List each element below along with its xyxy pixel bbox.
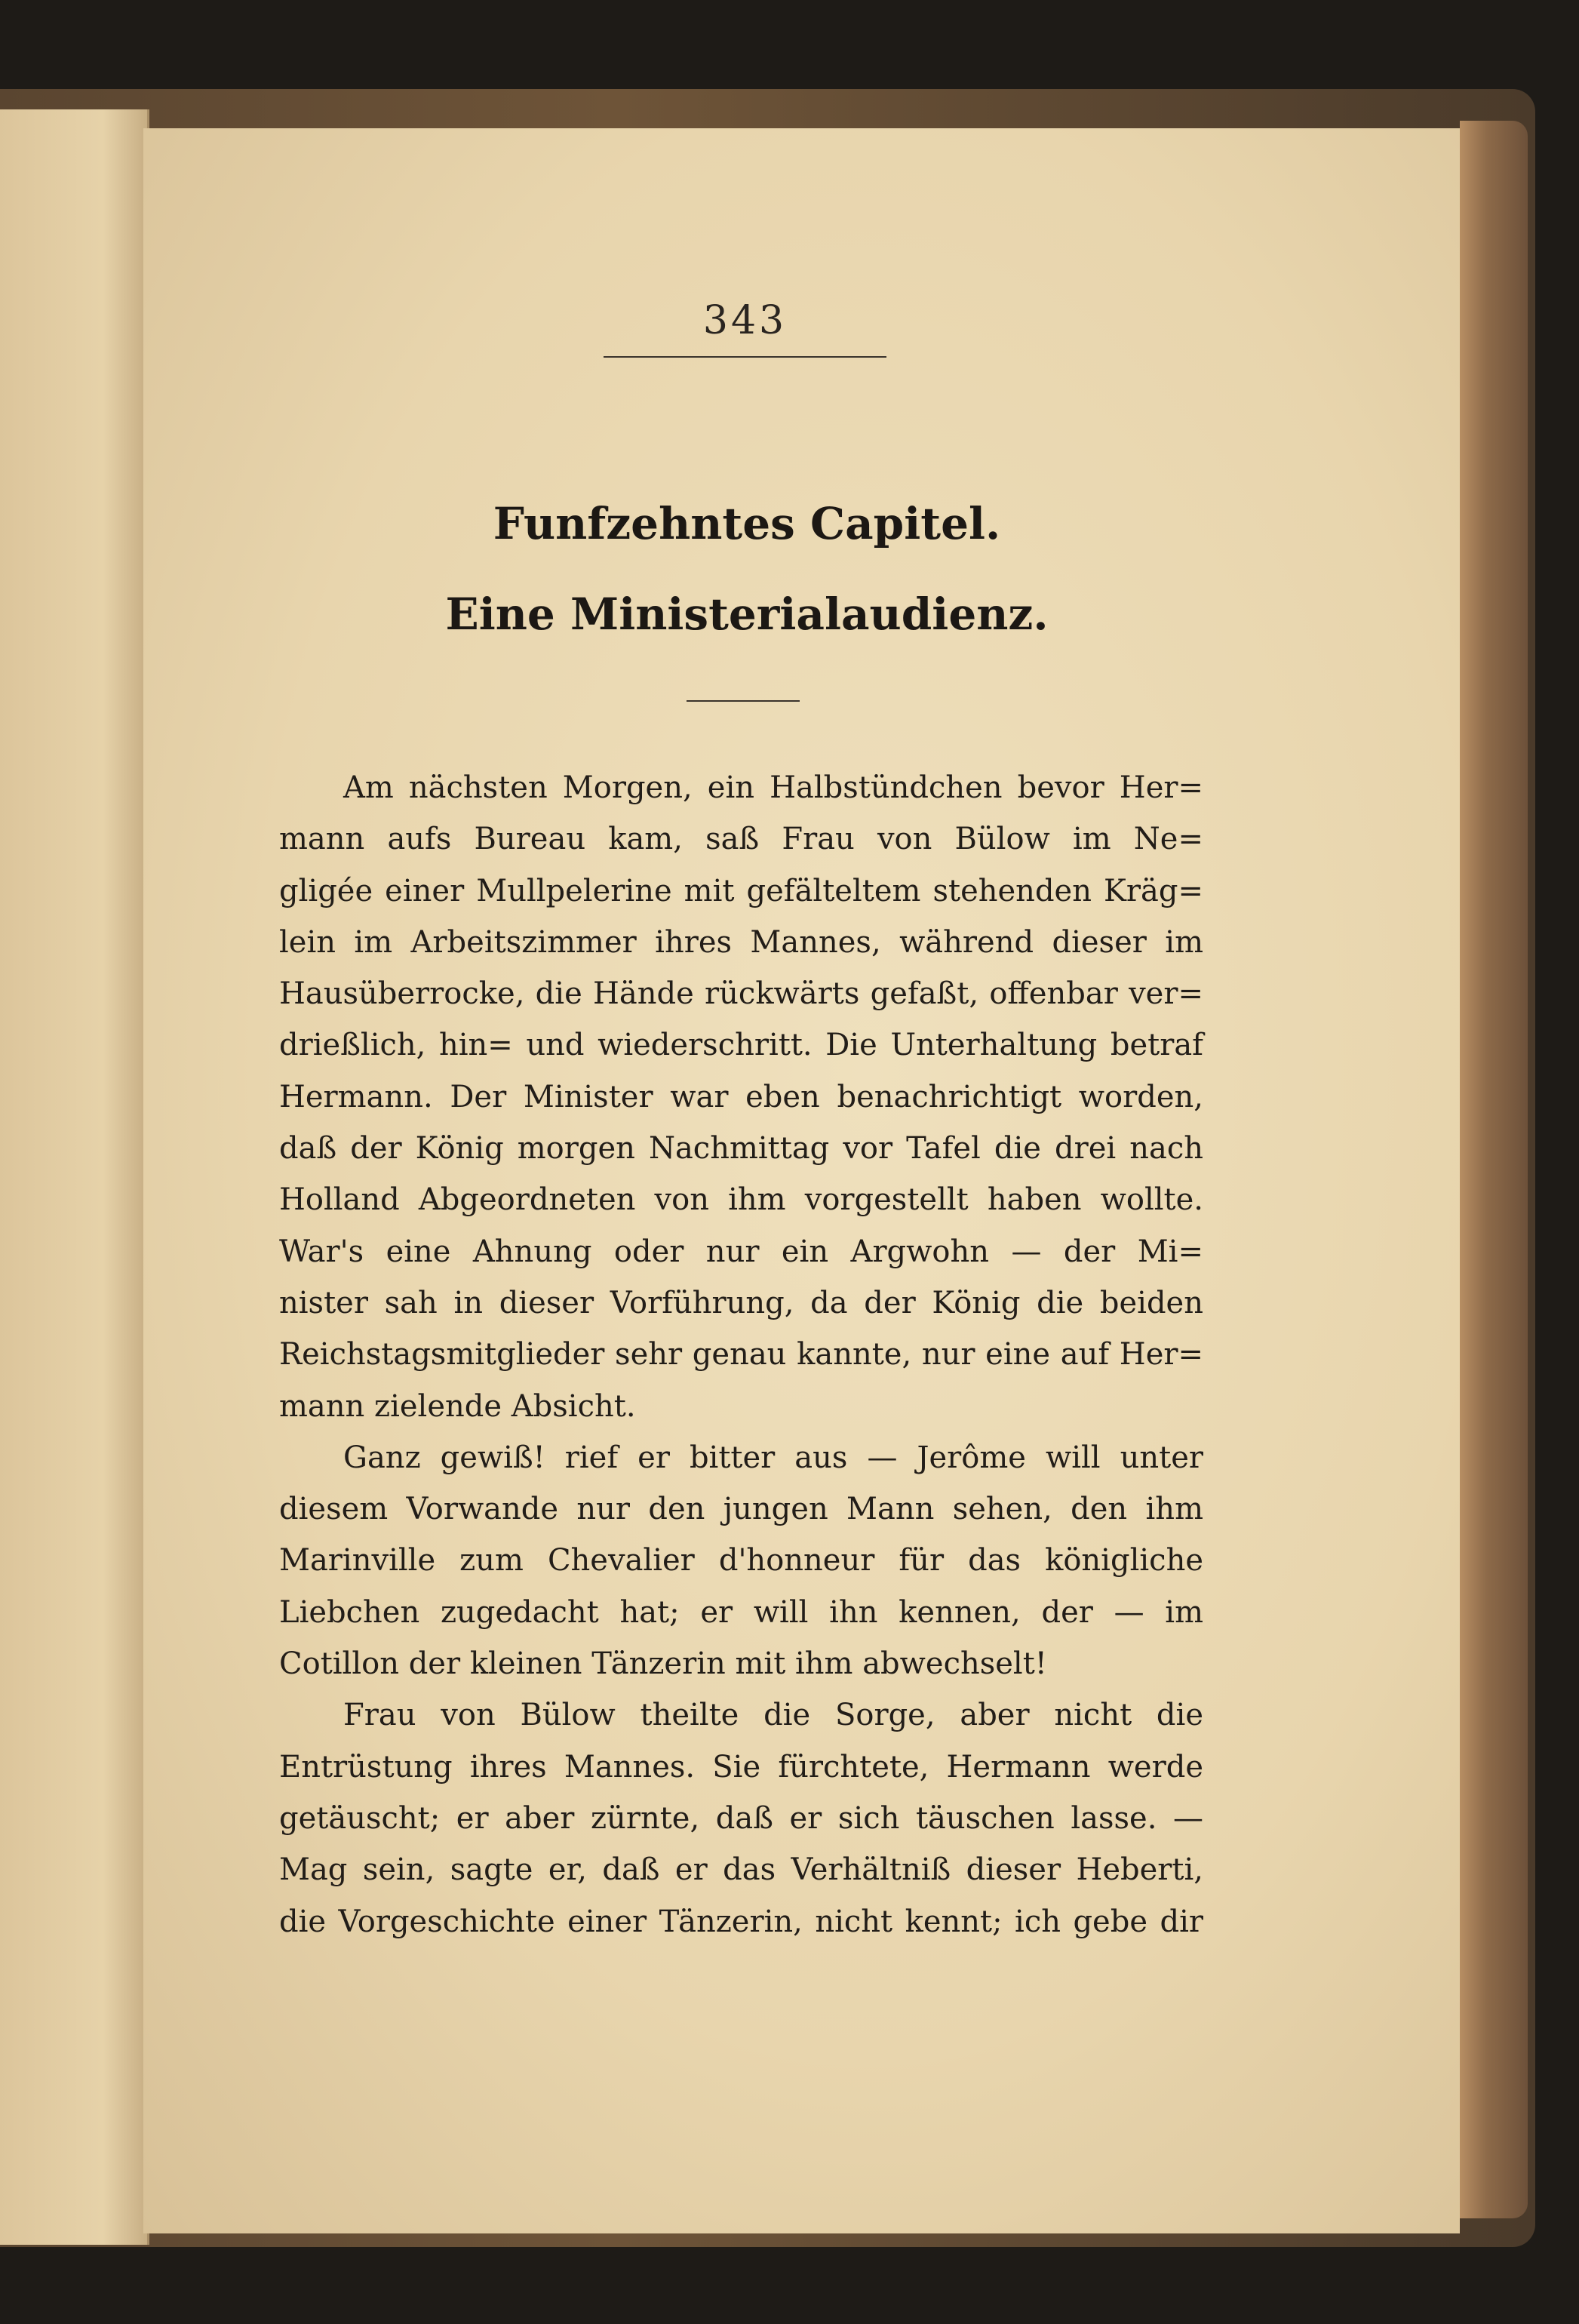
text-line: Ganz gewiß! rief er bitter aus — Jerôme will unter <box>343 1440 1203 1475</box>
page-number: 343 <box>702 298 788 343</box>
text-line: Frau von Bülow theilte die Sorge, aber nicht die <box>343 1698 1203 1733</box>
text-line: lein im Arbeitszimmer ihres Mannes, während dieser im <box>279 924 1203 960</box>
text-line: drießlich, hin= und wiederschritt. Die Unterhaltung betraf <box>279 1028 1203 1063</box>
section-rule <box>687 700 800 702</box>
text-line: Hermann. Der Minister war eben benachrichtigt worden, <box>279 1079 1203 1114</box>
text-line: War's eine Ahnung oder nur ein Argwohn — der Mi= <box>279 1234 1203 1269</box>
text-line: daß der König morgen Nachmittag vor Tafel die drei nach <box>279 1131 1203 1167</box>
header-rule <box>604 356 886 358</box>
text-line: die Vorgeschichte einer Tänzerin, nicht kennt; ich gebe dir <box>279 1904 1203 1939</box>
text-line: Liebchen zugedacht hat; er will ihn kennen, der — im <box>279 1594 1203 1630</box>
text-line: mann aufs Bureau kam, saß Frau von Bülow im Ne= <box>279 822 1203 857</box>
text-line: Mag sein, sagte er, daß er das Verhältniß dieser Heberti, <box>279 1852 1203 1888</box>
text-line: diesem Vorwande nur den jungen Mann sehen, den ihm <box>279 1492 1203 1527</box>
text-line: Marinville zum Chevalier d'honneur für das königliche <box>279 1543 1203 1579</box>
text-line: Reichstagsmitglieder sehr genau kannte, nur eine auf Her= <box>279 1337 1203 1373</box>
body-text <box>279 762 1203 1947</box>
text-line: Hausüberrocke, die Hände rückwärts gefaßt, offenbar ver= <box>279 976 1203 1012</box>
left-page <box>0 109 149 2245</box>
text-line: Holland Abgeordneten von ihm vorgestellt haben wollte. <box>279 1182 1203 1218</box>
page-edges <box>1460 121 1528 2218</box>
text-line: getäuscht; er aber zürnte, daß er sich täuschen lasse. — <box>279 1800 1203 1836</box>
text-line: mann zielende Absicht. <box>279 1388 636 1424</box>
chapter-subtitle: Eine Ministerialaudienz. <box>445 589 1049 640</box>
text-line: Entrüstung ihres Mannes. Sie fürchtete, Hermann werde <box>279 1749 1203 1784</box>
text-line: gligée einer Mullpelerine mit gefälteltem stehenden Kräg= <box>279 873 1203 908</box>
text-line: nister sah in dieser Vorführung, da der König die beiden <box>279 1285 1203 1320</box>
text-line: Cotillon der kleinen Tänzerin mit ihm abwechselt! <box>279 1646 1047 1682</box>
text-line: Am nächsten Morgen, ein Halbstündchen bevor Her= <box>343 770 1203 805</box>
chapter-title: Funfzehntes Capitel. <box>493 498 1001 549</box>
